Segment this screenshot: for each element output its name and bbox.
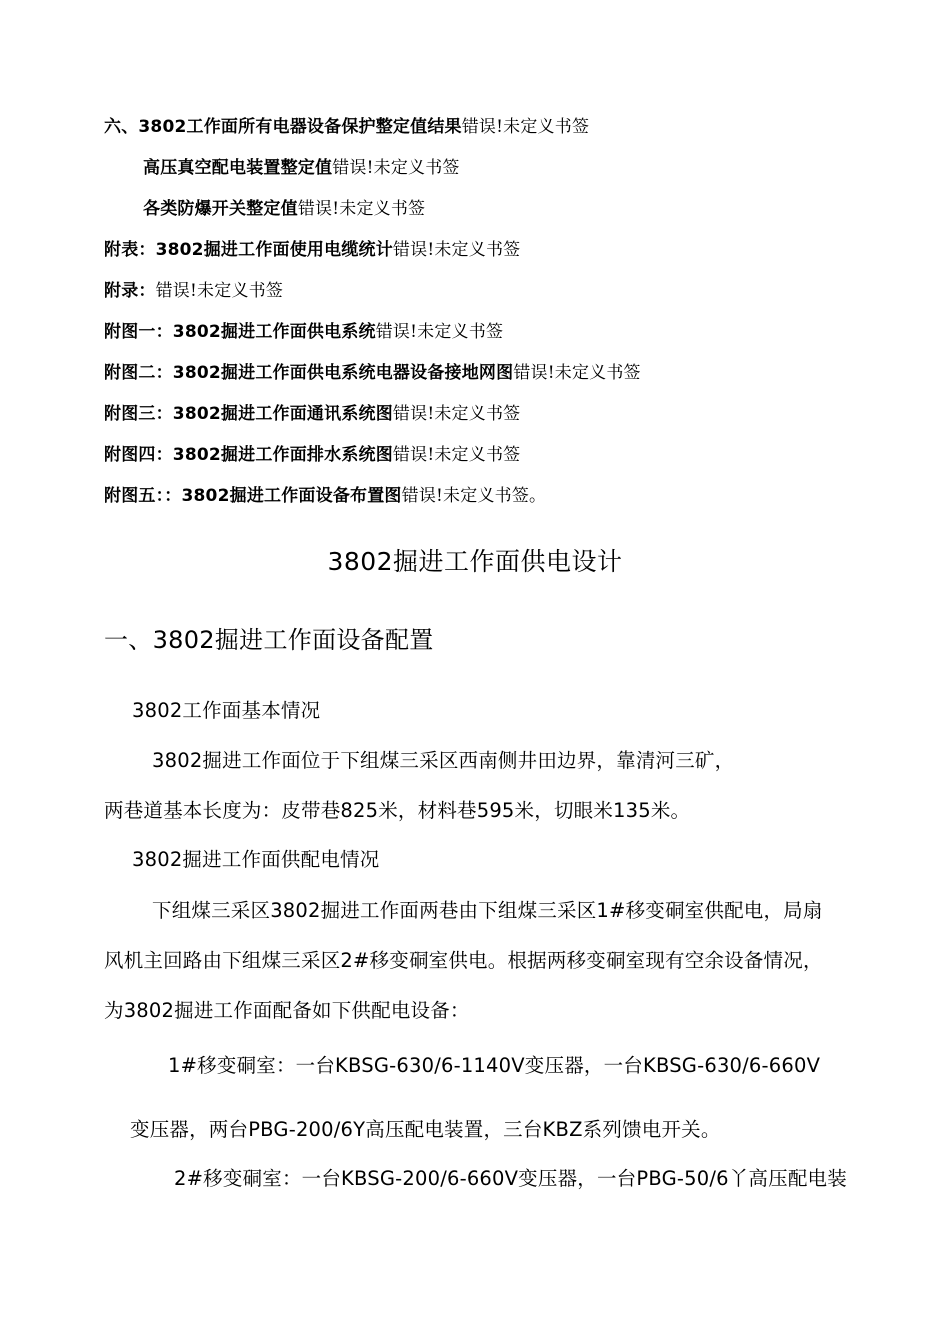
- toc-item-error: 错误!未定义书签: [332, 158, 460, 178]
- toc-item-error: 错误!未定义书签: [513, 363, 641, 383]
- toc-item-error: 错误!未定义书签。: [401, 486, 547, 506]
- toc-item-2: [143, 160, 460, 177]
- toc-item-error: 错误!未定义书签: [461, 117, 590, 137]
- toc-item-text: 附图五：：3802掘进工作面设备布置图: [104, 486, 402, 506]
- paragraph-line: 2#移变硐室：一台KBSG-200/6-660V变压器，一台PBG-50/6丫高压配电装: [174, 1167, 847, 1190]
- toc-item-10: [104, 488, 546, 505]
- paragraph-line: 两巷道基本长度为：皮带巷825米，材料巷595米，切眼米135米。: [104, 799, 691, 822]
- toc-item-text: 附图二：3802掘进工作面供电系统电器设备接地网图: [104, 363, 514, 383]
- toc-item-text: 高压真空配电装置整定值: [143, 158, 333, 178]
- paragraph-line: 为3802掘进工作面配备如下供配电设备：: [104, 999, 470, 1022]
- toc-item-9: [104, 447, 520, 464]
- paragraph-line: 1#移变硐室：一台KBSG-630/6-1140V变压器，一台KBSG-630/6-660V: [168, 1054, 821, 1077]
- toc-item-5: [104, 283, 283, 300]
- toc-item-error: 错误!未定义书签: [392, 404, 521, 424]
- paragraph-line: 风机主回路由下组煤三采区2#移变硐室供电。根据两移变硐室现有空余设备情况，: [104, 949, 823, 972]
- toc-item-error: 错误!未定义书签: [375, 322, 504, 342]
- toc-item-3: [143, 201, 425, 218]
- toc-item-error: 错误!未定义书签: [392, 240, 521, 260]
- toc-item-text: 附图一：3802掘进工作面供电系统: [104, 322, 376, 342]
- toc-item-text: 附图四：3802掘进工作面排水系统图: [104, 445, 393, 465]
- toc-item-text: 各类防爆开关整定值: [143, 199, 298, 219]
- paragraph-line: 下组煤三采区3802掘进工作面两巷由下组煤三采区1#移变硐室供配电，局扇: [152, 899, 823, 922]
- toc-item-text: 六、3802工作面所有电器设备保护整定值结果: [104, 117, 462, 137]
- document-title: 3802掘进工作面供电设计: [327, 547, 623, 576]
- paragraph-line: 变压器，两台PBG-200/6Y高压配电装置，三台KBZ系列馈电开关。: [130, 1118, 721, 1141]
- toc-item-error: 错误!未定义书签: [297, 199, 426, 219]
- toc-item-4: [104, 242, 520, 259]
- toc-item-text: 附图三：3802掘进工作面通讯系统图: [104, 404, 393, 424]
- toc-item-1: [104, 119, 589, 136]
- toc-item-error: 错误!未定义书签: [392, 445, 521, 465]
- section-heading: 一、3802掘进工作面设备配置: [104, 626, 434, 654]
- toc-item-text: 附录：: [104, 281, 156, 301]
- subsection-heading: 3802掘进工作面供配电情况: [132, 848, 380, 871]
- toc-item-6: [104, 324, 503, 341]
- toc-item-7: [104, 365, 641, 382]
- toc-item-8: [104, 406, 520, 423]
- subsection-heading: 3802工作面基本情况: [132, 699, 321, 722]
- paragraph-line: 3802掘进工作面位于下组煤三采区西南侧井田边界，靠清河三矿，: [152, 749, 735, 772]
- toc-item-error: 错误!未定义书签: [155, 281, 284, 301]
- toc-item-text: 附表：3802掘进工作面使用电缆统计: [104, 240, 393, 260]
